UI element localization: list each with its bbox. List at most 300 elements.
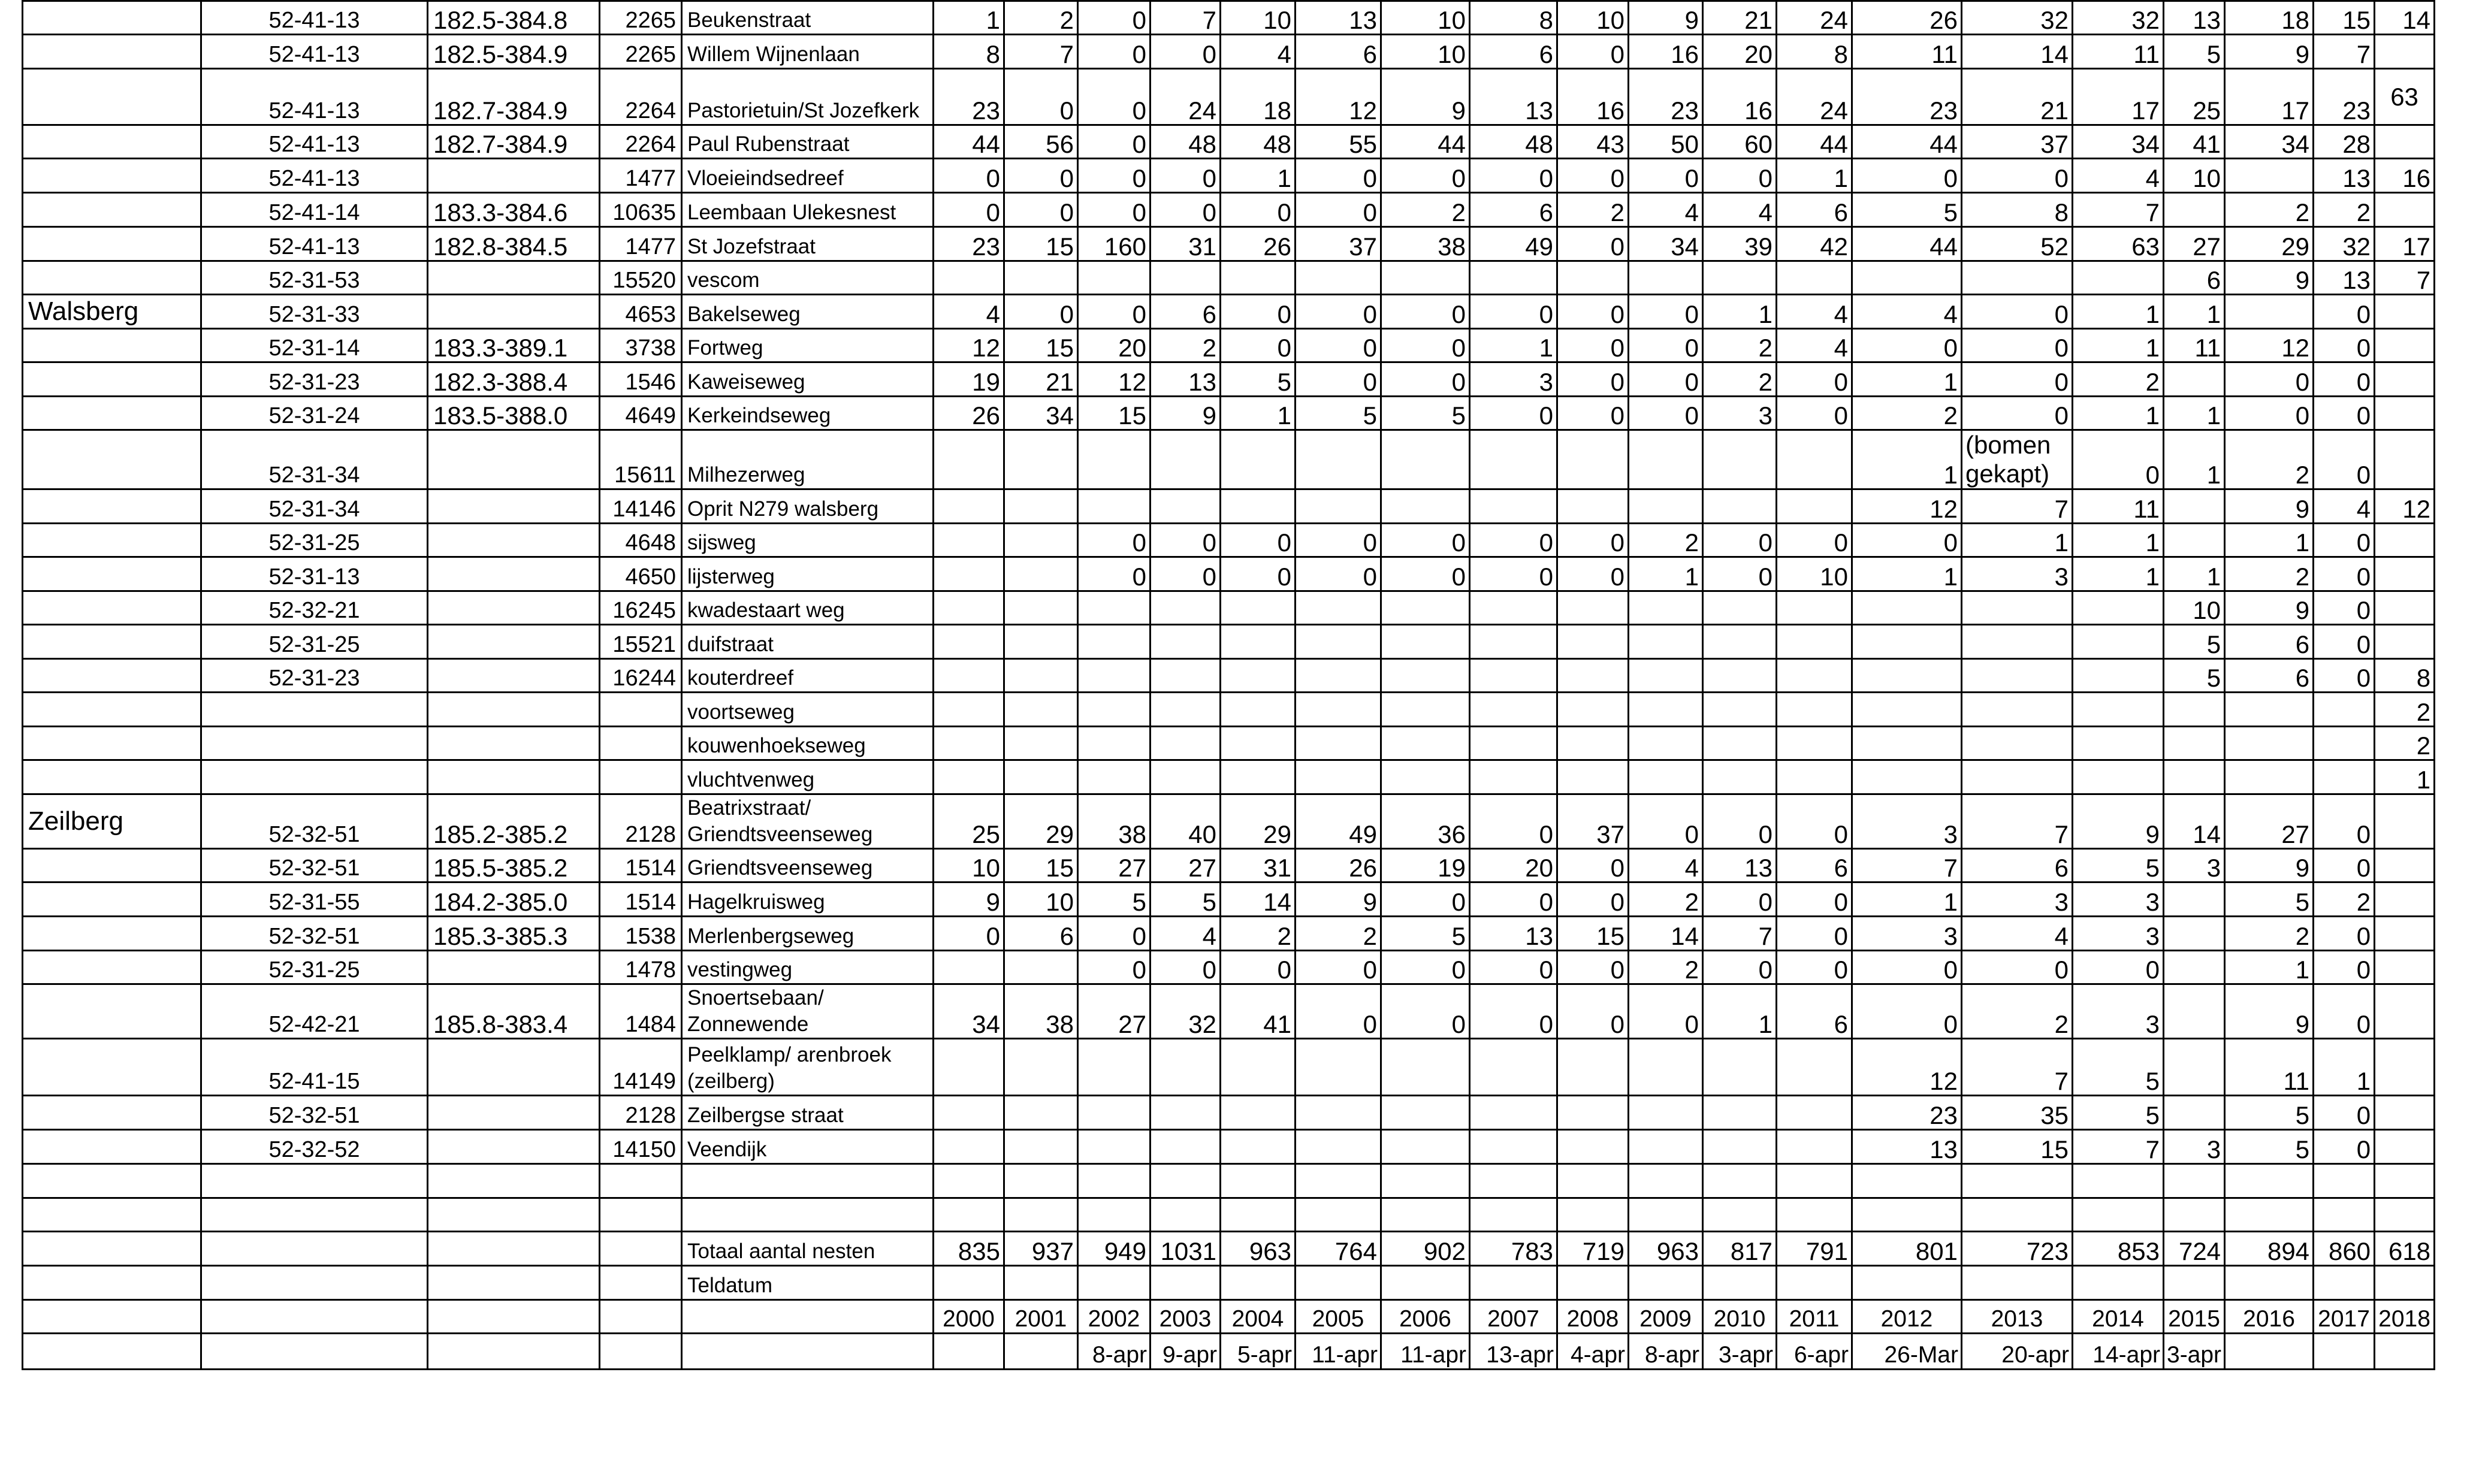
count-cell-2003: 1031 bbox=[1151, 1232, 1221, 1266]
count-date-cell: 6-apr bbox=[1777, 1334, 1852, 1370]
location-id-cell: 15611 bbox=[600, 430, 682, 489]
count-cell-2013: 15 bbox=[1962, 1130, 2073, 1164]
count-cell-2002: 12 bbox=[1078, 362, 1151, 397]
count-cell-2016: 9 bbox=[2225, 591, 2314, 625]
count-cell-2006: 44 bbox=[1381, 125, 1470, 159]
location-id-cell bbox=[600, 1164, 682, 1198]
count-cell-2000: 0 bbox=[934, 159, 1004, 193]
count-cell-2011: 24 bbox=[1777, 69, 1852, 125]
count-cell-2018: 17 bbox=[2375, 227, 2435, 261]
table-row bbox=[23, 1130, 2435, 1164]
count-cell-2008: 0 bbox=[1557, 557, 1629, 591]
count-cell-2008: 719 bbox=[1557, 1232, 1629, 1266]
street-cell: Peelklamp/ arenbroek (zeilberg) bbox=[682, 1039, 934, 1096]
count-cell-2017: 0 bbox=[2314, 430, 2375, 489]
grid-code-cell: 52-31-23 bbox=[201, 362, 428, 397]
count-cell-2002: 27 bbox=[1078, 984, 1151, 1039]
count-cell-2000 bbox=[934, 261, 1004, 295]
location-id-cell: 16245 bbox=[600, 591, 682, 625]
count-cell-2016: 2 bbox=[2225, 917, 2314, 951]
coordinate-cell: 185.8-383.4 bbox=[428, 984, 600, 1039]
count-cell-2011 bbox=[1777, 727, 1852, 760]
count-cell-2002: 0 bbox=[1078, 295, 1151, 329]
street-cell: Merlenbergseweg bbox=[682, 917, 934, 951]
year-label-cell: 2012 bbox=[1852, 1300, 1962, 1334]
count-cell-2011 bbox=[1777, 760, 1852, 794]
grid-code-cell: 52-31-25 bbox=[201, 524, 428, 557]
count-cell-2003 bbox=[1151, 430, 1221, 489]
count-cell-2006 bbox=[1381, 1164, 1470, 1198]
count-cell-2007: 0 bbox=[1470, 295, 1557, 329]
count-cell-2012 bbox=[1852, 727, 1962, 760]
count-cell-2014: 0 bbox=[2073, 430, 2164, 489]
count-cell-2004: 5 bbox=[1221, 362, 1296, 397]
count-cell-2012: 12 bbox=[1852, 489, 1962, 524]
count-cell-2009 bbox=[1629, 489, 1703, 524]
count-cell-2002: 0 bbox=[1078, 557, 1151, 591]
location-id-cell: 14149 bbox=[600, 1039, 682, 1096]
count-cell-2014: 4 bbox=[2073, 159, 2164, 193]
count-cell-2016: 12 bbox=[2225, 329, 2314, 362]
count-cell-2010 bbox=[1703, 261, 1777, 295]
count-cell-2006: 0 bbox=[1381, 362, 1470, 397]
count-cell-2017: 0 bbox=[2314, 524, 2375, 557]
count-cell-2001 bbox=[1004, 625, 1078, 659]
coordinate-cell bbox=[428, 261, 600, 295]
count-cell-2018 bbox=[2375, 849, 2435, 882]
count-cell-2000: 0 bbox=[934, 917, 1004, 951]
count-cell-2018 bbox=[2375, 362, 2435, 397]
count-cell-2004: 0 bbox=[1221, 329, 1296, 362]
count-date-cell bbox=[2314, 1334, 2375, 1370]
count-cell-2003: 24 bbox=[1151, 69, 1221, 125]
count-cell-2000: 34 bbox=[934, 984, 1004, 1039]
area-cell bbox=[23, 125, 201, 159]
count-cell-2005 bbox=[1296, 261, 1381, 295]
count-cell-2008: 2 bbox=[1557, 193, 1629, 227]
count-cell-2018 bbox=[2375, 329, 2435, 362]
count-cell-2006: 0 bbox=[1381, 329, 1470, 362]
count-cell-2009: 9 bbox=[1629, 1, 1703, 35]
count-date-cell: 8-apr bbox=[1078, 1334, 1151, 1370]
count-cell-2013: 3 bbox=[1962, 557, 2073, 591]
count-cell-2016: 2 bbox=[2225, 193, 2314, 227]
count-cell-2008 bbox=[1557, 489, 1629, 524]
count-cell-2008 bbox=[1557, 261, 1629, 295]
street-cell: duifstraat bbox=[682, 625, 934, 659]
count-cell-2013 bbox=[1962, 591, 2073, 625]
count-cell-2000 bbox=[934, 693, 1004, 727]
area-cell bbox=[23, 1039, 201, 1096]
count-cell-2004: 963 bbox=[1221, 1232, 1296, 1266]
count-cell-2001 bbox=[1004, 524, 1078, 557]
count-cell-2000: 10 bbox=[934, 849, 1004, 882]
table-row bbox=[23, 430, 2435, 489]
count-cell-2003: 32 bbox=[1151, 984, 1221, 1039]
table-row bbox=[23, 1232, 2435, 1266]
count-cell-2010 bbox=[1703, 727, 1777, 760]
count-cell-2012: 44 bbox=[1852, 125, 1962, 159]
count-cell-2010 bbox=[1703, 1096, 1777, 1130]
count-cell-2000 bbox=[934, 760, 1004, 794]
count-cell-2002: 0 bbox=[1078, 951, 1151, 984]
area-cell bbox=[23, 591, 201, 625]
count-cell-2008: 15 bbox=[1557, 917, 1629, 951]
location-id-cell: 4649 bbox=[600, 397, 682, 430]
grid-code-cell: 52-41-13 bbox=[201, 125, 428, 159]
count-cell-2010 bbox=[1703, 693, 1777, 727]
count-cell-2000 bbox=[934, 659, 1004, 693]
count-cell-2009: 2 bbox=[1629, 882, 1703, 917]
count-cell-2001 bbox=[1004, 489, 1078, 524]
street-cell bbox=[682, 1164, 934, 1198]
area-cell bbox=[23, 227, 201, 261]
count-cell-2005 bbox=[1296, 727, 1381, 760]
count-cell-2007: 0 bbox=[1470, 794, 1557, 849]
count-cell-2002 bbox=[1078, 430, 1151, 489]
count-cell-2018 bbox=[2375, 1039, 2435, 1096]
area-cell bbox=[23, 625, 201, 659]
count-cell-2015 bbox=[2164, 524, 2225, 557]
count-cell-2016: 9 bbox=[2225, 261, 2314, 295]
grid-code-cell bbox=[201, 1334, 428, 1370]
count-cell-2013: 21 bbox=[1962, 69, 2073, 125]
count-cell-2008 bbox=[1557, 659, 1629, 693]
count-cell-2016: 1 bbox=[2225, 524, 2314, 557]
count-cell-2012: 801 bbox=[1852, 1232, 1962, 1266]
area-cell bbox=[23, 659, 201, 693]
street-cell: lijsterweg bbox=[682, 557, 934, 591]
count-cell-2008: 0 bbox=[1557, 329, 1629, 362]
count-date-cell: 14-apr bbox=[2073, 1334, 2164, 1370]
count-cell-2003: 0 bbox=[1151, 159, 1221, 193]
count-cell-2010: 817 bbox=[1703, 1232, 1777, 1266]
count-cell-2007 bbox=[1470, 489, 1557, 524]
count-cell-2001: 15 bbox=[1004, 329, 1078, 362]
area-cell bbox=[23, 1334, 201, 1370]
count-cell-2017: 28 bbox=[2314, 125, 2375, 159]
count-cell-2018: 16 bbox=[2375, 159, 2435, 193]
count-cell-2004: 2 bbox=[1221, 917, 1296, 951]
table-row bbox=[23, 295, 2435, 329]
count-cell-2013 bbox=[1962, 659, 2073, 693]
street-cell: Beatrixstraat/ Griendtsveenseweg bbox=[682, 794, 934, 849]
count-date-cell: 26-Mar bbox=[1852, 1334, 1962, 1370]
count-cell-2009 bbox=[1629, 1164, 1703, 1198]
count-cell-2011 bbox=[1777, 693, 1852, 727]
grid-code-cell: 52-31-24 bbox=[201, 397, 428, 430]
count-cell-2006: 19 bbox=[1381, 849, 1470, 882]
count-date-cell: 20-apr bbox=[1962, 1334, 2073, 1370]
count-cell-2010 bbox=[1703, 430, 1777, 489]
count-cell-2008: 0 bbox=[1557, 362, 1629, 397]
coordinate-cell bbox=[428, 1130, 600, 1164]
count-cell-2005: 0 bbox=[1296, 362, 1381, 397]
count-cell-2012: 0 bbox=[1852, 159, 1962, 193]
location-id-cell bbox=[600, 1198, 682, 1232]
count-cell-2009: 1 bbox=[1629, 557, 1703, 591]
count-cell-2010: 0 bbox=[1703, 951, 1777, 984]
count-cell-2011: 4 bbox=[1777, 329, 1852, 362]
street-cell: Griendtsveenseweg bbox=[682, 849, 934, 882]
count-cell-2016: 5 bbox=[2225, 1130, 2314, 1164]
count-cell-2012: 11 bbox=[1852, 35, 1962, 69]
count-cell-2016: 9 bbox=[2225, 35, 2314, 69]
count-cell-2005: 0 bbox=[1296, 295, 1381, 329]
count-cell-2008 bbox=[1557, 1096, 1629, 1130]
count-cell-2009 bbox=[1629, 693, 1703, 727]
count-cell-2014: 3 bbox=[2073, 882, 2164, 917]
count-cell-2016: 5 bbox=[2225, 1096, 2314, 1130]
count-cell-2001: 29 bbox=[1004, 794, 1078, 849]
count-cell-2003 bbox=[1151, 591, 1221, 625]
count-cell-2017: 2 bbox=[2314, 882, 2375, 917]
area-cell bbox=[23, 727, 201, 760]
count-cell-2017: 0 bbox=[2314, 557, 2375, 591]
grid-code-cell: 52-41-13 bbox=[201, 69, 428, 125]
count-cell-2018 bbox=[2375, 1198, 2435, 1232]
count-cell-2018 bbox=[2375, 430, 2435, 489]
count-cell-2011 bbox=[1777, 1164, 1852, 1198]
count-cell-2009: 0 bbox=[1629, 397, 1703, 430]
count-cell-2000 bbox=[934, 1039, 1004, 1096]
table-row bbox=[23, 727, 2435, 760]
count-cell-2017: 0 bbox=[2314, 591, 2375, 625]
count-cell-2015 bbox=[2164, 1096, 2225, 1130]
count-cell-2006: 0 bbox=[1381, 984, 1470, 1039]
count-cell-2001 bbox=[1004, 1096, 1078, 1130]
table-body bbox=[23, 1, 2435, 1370]
street-cell: Oprit N279 walsberg bbox=[682, 489, 934, 524]
count-cell-2006: 0 bbox=[1381, 159, 1470, 193]
count-cell-2007: 0 bbox=[1470, 951, 1557, 984]
count-cell-2007: 0 bbox=[1470, 397, 1557, 430]
coordinate-cell bbox=[428, 1039, 600, 1096]
count-cell-2014: 1 bbox=[2073, 524, 2164, 557]
count-cell-2017 bbox=[2314, 1164, 2375, 1198]
count-cell-2012 bbox=[1852, 693, 1962, 727]
count-cell-2008: 16 bbox=[1557, 69, 1629, 125]
count-cell-2005: 6 bbox=[1296, 35, 1381, 69]
coordinate-cell bbox=[428, 489, 600, 524]
count-cell-2012 bbox=[1852, 625, 1962, 659]
count-cell-2004 bbox=[1221, 1164, 1296, 1198]
count-cell-2014: 5 bbox=[2073, 849, 2164, 882]
count-cell-2018 bbox=[2375, 625, 2435, 659]
count-cell-2002: 27 bbox=[1078, 849, 1151, 882]
count-cell-2004: 18 bbox=[1221, 69, 1296, 125]
count-cell-2003 bbox=[1151, 489, 1221, 524]
area-cell bbox=[23, 917, 201, 951]
count-cell-2007 bbox=[1470, 760, 1557, 794]
coordinate-cell: 183.3-384.6 bbox=[428, 193, 600, 227]
area-cell bbox=[23, 1198, 201, 1232]
street-cell: Kaweiseweg bbox=[682, 362, 934, 397]
street-cell: Veendijk bbox=[682, 1130, 934, 1164]
count-cell-2012: 0 bbox=[1852, 951, 1962, 984]
count-cell-2015 bbox=[2164, 917, 2225, 951]
count-cell-2003: 0 bbox=[1151, 193, 1221, 227]
count-cell-2005: 2 bbox=[1296, 917, 1381, 951]
table-row bbox=[23, 362, 2435, 397]
count-cell-2005: 37 bbox=[1296, 227, 1381, 261]
count-cell-2013: 1 bbox=[1962, 524, 2073, 557]
count-cell-2016: 11 bbox=[2225, 1039, 2314, 1096]
street-cell: kwadestaart weg bbox=[682, 591, 934, 625]
count-cell-2015: 3 bbox=[2164, 849, 2225, 882]
count-cell-2009 bbox=[1629, 727, 1703, 760]
nest-count-table bbox=[22, 0, 2435, 1370]
count-cell-2009 bbox=[1629, 625, 1703, 659]
count-cell-2007: 0 bbox=[1470, 882, 1557, 917]
count-cell-2010 bbox=[1703, 1164, 1777, 1198]
count-cell-2003 bbox=[1151, 1266, 1221, 1300]
count-cell-2007: 0 bbox=[1470, 159, 1557, 193]
coordinate-cell: 183.3-389.1 bbox=[428, 329, 600, 362]
count-cell-2009: 14 bbox=[1629, 917, 1703, 951]
location-id-cell: 1538 bbox=[600, 917, 682, 951]
count-cell-2013: 7 bbox=[1962, 489, 2073, 524]
coordinate-cell: 182.5-384.9 bbox=[428, 35, 600, 69]
street-cell: vestingweg bbox=[682, 951, 934, 984]
location-id-cell bbox=[600, 727, 682, 760]
count-cell-2015: 1 bbox=[2164, 557, 2225, 591]
count-cell-2013: 0 bbox=[1962, 951, 2073, 984]
table-row bbox=[23, 125, 2435, 159]
count-cell-2015: 5 bbox=[2164, 659, 2225, 693]
grid-code-cell bbox=[201, 760, 428, 794]
count-cell-2009 bbox=[1629, 1266, 1703, 1300]
year-label-cell: 2013 bbox=[1962, 1300, 2073, 1334]
grid-code-cell: 52-31-55 bbox=[201, 882, 428, 917]
count-cell-2010 bbox=[1703, 1130, 1777, 1164]
count-cell-2003: 7 bbox=[1151, 1, 1221, 35]
location-id-cell bbox=[600, 1232, 682, 1266]
count-cell-2011: 0 bbox=[1777, 951, 1852, 984]
location-id-cell: 1546 bbox=[600, 362, 682, 397]
year-label-cell: 2014 bbox=[2073, 1300, 2164, 1334]
count-cell-2005 bbox=[1296, 591, 1381, 625]
count-cell-2007: 6 bbox=[1470, 193, 1557, 227]
count-cell-2006: 0 bbox=[1381, 557, 1470, 591]
year-label-cell: 2008 bbox=[1557, 1300, 1629, 1334]
count-cell-2000 bbox=[934, 1198, 1004, 1232]
count-cell-2002: 0 bbox=[1078, 35, 1151, 69]
street-cell bbox=[682, 1334, 934, 1370]
count-cell-2004: 0 bbox=[1221, 951, 1296, 984]
count-cell-2012 bbox=[1852, 591, 1962, 625]
count-cell-2002 bbox=[1078, 1130, 1151, 1164]
count-cell-2015: 27 bbox=[2164, 227, 2225, 261]
count-cell-2011: 0 bbox=[1777, 794, 1852, 849]
grid-code-cell: 52-31-14 bbox=[201, 329, 428, 362]
count-cell-2003: 48 bbox=[1151, 125, 1221, 159]
count-cell-2002: 0 bbox=[1078, 524, 1151, 557]
count-cell-2011: 44 bbox=[1777, 125, 1852, 159]
count-cell-2007: 49 bbox=[1470, 227, 1557, 261]
count-cell-2007 bbox=[1470, 727, 1557, 760]
count-cell-2006: 10 bbox=[1381, 1, 1470, 35]
count-cell-2007 bbox=[1470, 591, 1557, 625]
count-cell-2015 bbox=[2164, 760, 2225, 794]
location-id-cell: 4648 bbox=[600, 524, 682, 557]
count-cell-2015: 1 bbox=[2164, 295, 2225, 329]
table-row bbox=[23, 329, 2435, 362]
count-cell-2007 bbox=[1470, 1198, 1557, 1232]
count-cell-2004: 10 bbox=[1221, 1, 1296, 35]
count-cell-2009: 2 bbox=[1629, 524, 1703, 557]
count-date-cell: 4-apr bbox=[1557, 1334, 1629, 1370]
count-cell-2018 bbox=[2375, 984, 2435, 1039]
count-cell-2003: 40 bbox=[1151, 794, 1221, 849]
count-cell-2013 bbox=[1962, 727, 2073, 760]
count-cell-2003: 2 bbox=[1151, 329, 1221, 362]
count-cell-2001: 0 bbox=[1004, 69, 1078, 125]
count-cell-2017: 0 bbox=[2314, 849, 2375, 882]
count-cell-2001 bbox=[1004, 1164, 1078, 1198]
count-cell-2002 bbox=[1078, 1096, 1151, 1130]
coordinate-cell: 184.2-385.0 bbox=[428, 882, 600, 917]
location-id-cell: 14146 bbox=[600, 489, 682, 524]
count-date-cell bbox=[2225, 1334, 2314, 1370]
count-cell-2001 bbox=[1004, 1039, 1078, 1096]
count-cell-2000: 44 bbox=[934, 125, 1004, 159]
street-cell: sijsweg bbox=[682, 524, 934, 557]
count-cell-2013 bbox=[1962, 760, 2073, 794]
count-cell-2011: 8 bbox=[1777, 35, 1852, 69]
count-cell-2000: 25 bbox=[934, 794, 1004, 849]
count-cell-2014: 11 bbox=[2073, 35, 2164, 69]
count-cell-2010: 0 bbox=[1703, 159, 1777, 193]
count-cell-2010: 20 bbox=[1703, 35, 1777, 69]
count-cell-2008 bbox=[1557, 760, 1629, 794]
grid-code-cell: 52-31-13 bbox=[201, 557, 428, 591]
count-cell-2013 bbox=[1962, 261, 2073, 295]
count-cell-2001: 15 bbox=[1004, 227, 1078, 261]
count-cell-2010 bbox=[1703, 625, 1777, 659]
count-cell-2006: 10 bbox=[1381, 35, 1470, 69]
count-cell-2008 bbox=[1557, 1164, 1629, 1198]
count-cell-2008: 37 bbox=[1557, 794, 1629, 849]
count-cell-2014: 1 bbox=[2073, 397, 2164, 430]
year-label-cell: 2001 bbox=[1004, 1300, 1078, 1334]
location-id-cell: 2264 bbox=[600, 125, 682, 159]
count-cell-2013 bbox=[1962, 625, 2073, 659]
table-row bbox=[23, 557, 2435, 591]
table-row bbox=[23, 984, 2435, 1039]
count-cell-2015: 1 bbox=[2164, 430, 2225, 489]
count-cell-2000: 4 bbox=[934, 295, 1004, 329]
area-cell bbox=[23, 69, 201, 125]
count-cell-2003: 27 bbox=[1151, 849, 1221, 882]
area-cell bbox=[23, 1096, 201, 1130]
count-cell-2001: 38 bbox=[1004, 984, 1078, 1039]
count-cell-2002 bbox=[1078, 591, 1151, 625]
count-cell-2008: 0 bbox=[1557, 295, 1629, 329]
count-cell-2011: 0 bbox=[1777, 524, 1852, 557]
area-cell bbox=[23, 984, 201, 1039]
grid-code-cell bbox=[201, 1300, 428, 1334]
count-cell-2011: 0 bbox=[1777, 917, 1852, 951]
count-cell-2014: 7 bbox=[2073, 193, 2164, 227]
count-cell-2005: 0 bbox=[1296, 329, 1381, 362]
count-cell-2010 bbox=[1703, 1198, 1777, 1232]
count-cell-2018: 2 bbox=[2375, 727, 2435, 760]
count-cell-2004 bbox=[1221, 693, 1296, 727]
count-cell-2001: 7 bbox=[1004, 35, 1078, 69]
count-cell-2008: 0 bbox=[1557, 35, 1629, 69]
count-cell-2009: 0 bbox=[1629, 984, 1703, 1039]
